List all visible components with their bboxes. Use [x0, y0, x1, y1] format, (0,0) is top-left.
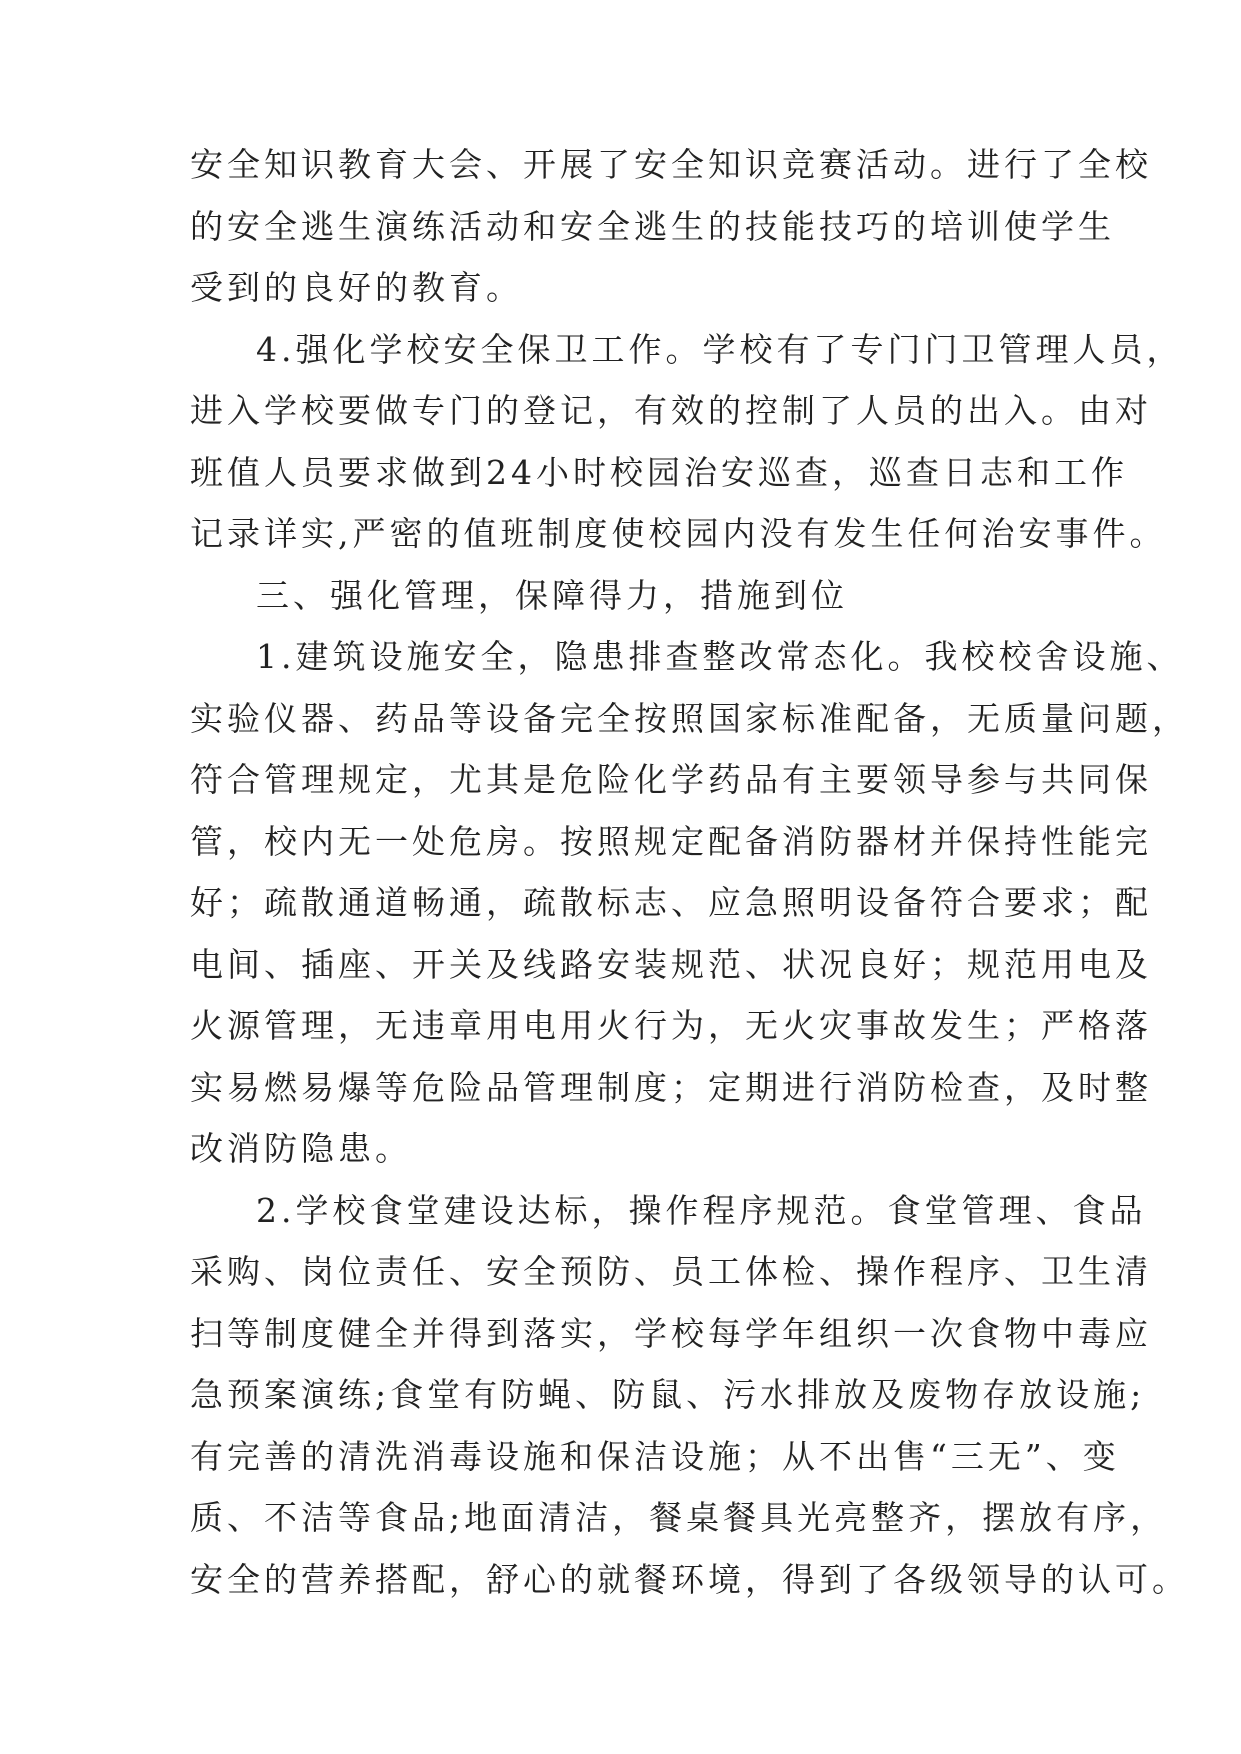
section-heading-management: [190, 565, 1052, 627]
text-line: 1.建筑设施安全，隐患排查整改常态化。我校校舍设施、: [256, 637, 1184, 676]
text-line: 实易燃易爆等危险品管理制度；定期进行消防检查，及时整: [190, 1067, 1152, 1107]
paragraph-canteen: [190, 1180, 1189, 1611]
text-line: 好；疏散通道畅通，疏散标志、应急照明设备符合要求；配: [190, 883, 1152, 922]
paragraph-security-guard: [190, 319, 1184, 565]
text-line: 改消防隐患。: [190, 1129, 412, 1168]
text-line: 三、强化管理，保障得力，措施到位: [256, 575, 848, 615]
text-line: 质、不洁等食品;地面清洁，餐桌餐具光亮整齐，摆放有序，: [190, 1498, 1168, 1537]
text-line: 扫等制度健全并得到落实，学校每学年组织一次食物中毒应: [190, 1313, 1152, 1353]
document-page: [190, 134, 1189, 1610]
text-line: 4.强化学校安全保卫工作。学校有了专门门卫管理人员，: [256, 329, 1184, 369]
text-line: 有完善的清洗消毒设施和保洁设施；从不出售“三无”、变: [190, 1436, 1120, 1476]
text-line: 班值人员要求做到24小时校园治安巡查，巡查日志和工作: [190, 452, 1128, 492]
text-line: 记录详实,严密的值班制度使校园内没有发生任何治安事件。: [190, 514, 1167, 553]
text-line: 符合管理规定，尤其是危险化学药品有主要领导参与共同保: [190, 760, 1152, 799]
text-line: 实验仪器、药品等设备完全按照国家标准配备，无质量问题，: [190, 698, 1189, 738]
text-line: 急预案演练;食堂有防蝇、防鼠、污水排放及废物存放设施;: [190, 1375, 1146, 1414]
text-line: 进入学校要做专门的登记，有效的控制了人员的出入。由对: [190, 391, 1152, 430]
text-line: 管，校内无一处危房。按照规定配备消防器材并保持性能完: [190, 821, 1152, 861]
paragraph-building-safety: [190, 626, 1189, 1180]
text-line: 采购、岗位责任、安全预防、员工体检、操作程序、卫生清: [190, 1252, 1152, 1291]
text-line: 的安全逃生演练活动和安全逃生的技能技巧的培训使学生: [190, 206, 1115, 246]
text-line: 电间、插座、开关及线路安装规范、状况良好；规范用电及: [190, 944, 1152, 984]
text-line: 受到的良好的教育。: [190, 268, 523, 307]
text-line: 2.学校食堂建设达标，操作程序规范。食堂管理、食品: [256, 1190, 1147, 1230]
text-line: 安全知识教育大会、开展了安全知识竞赛活动。进行了全校: [190, 145, 1152, 184]
paragraph-safety-education: [190, 134, 1152, 319]
text-line: 火源管理，无违章用电用火行为，无火灾事故发生；严格落: [190, 1006, 1152, 1045]
text-line: 安全的营养搭配，舒心的就餐环境，得到了各级领导的认可。: [190, 1559, 1189, 1599]
